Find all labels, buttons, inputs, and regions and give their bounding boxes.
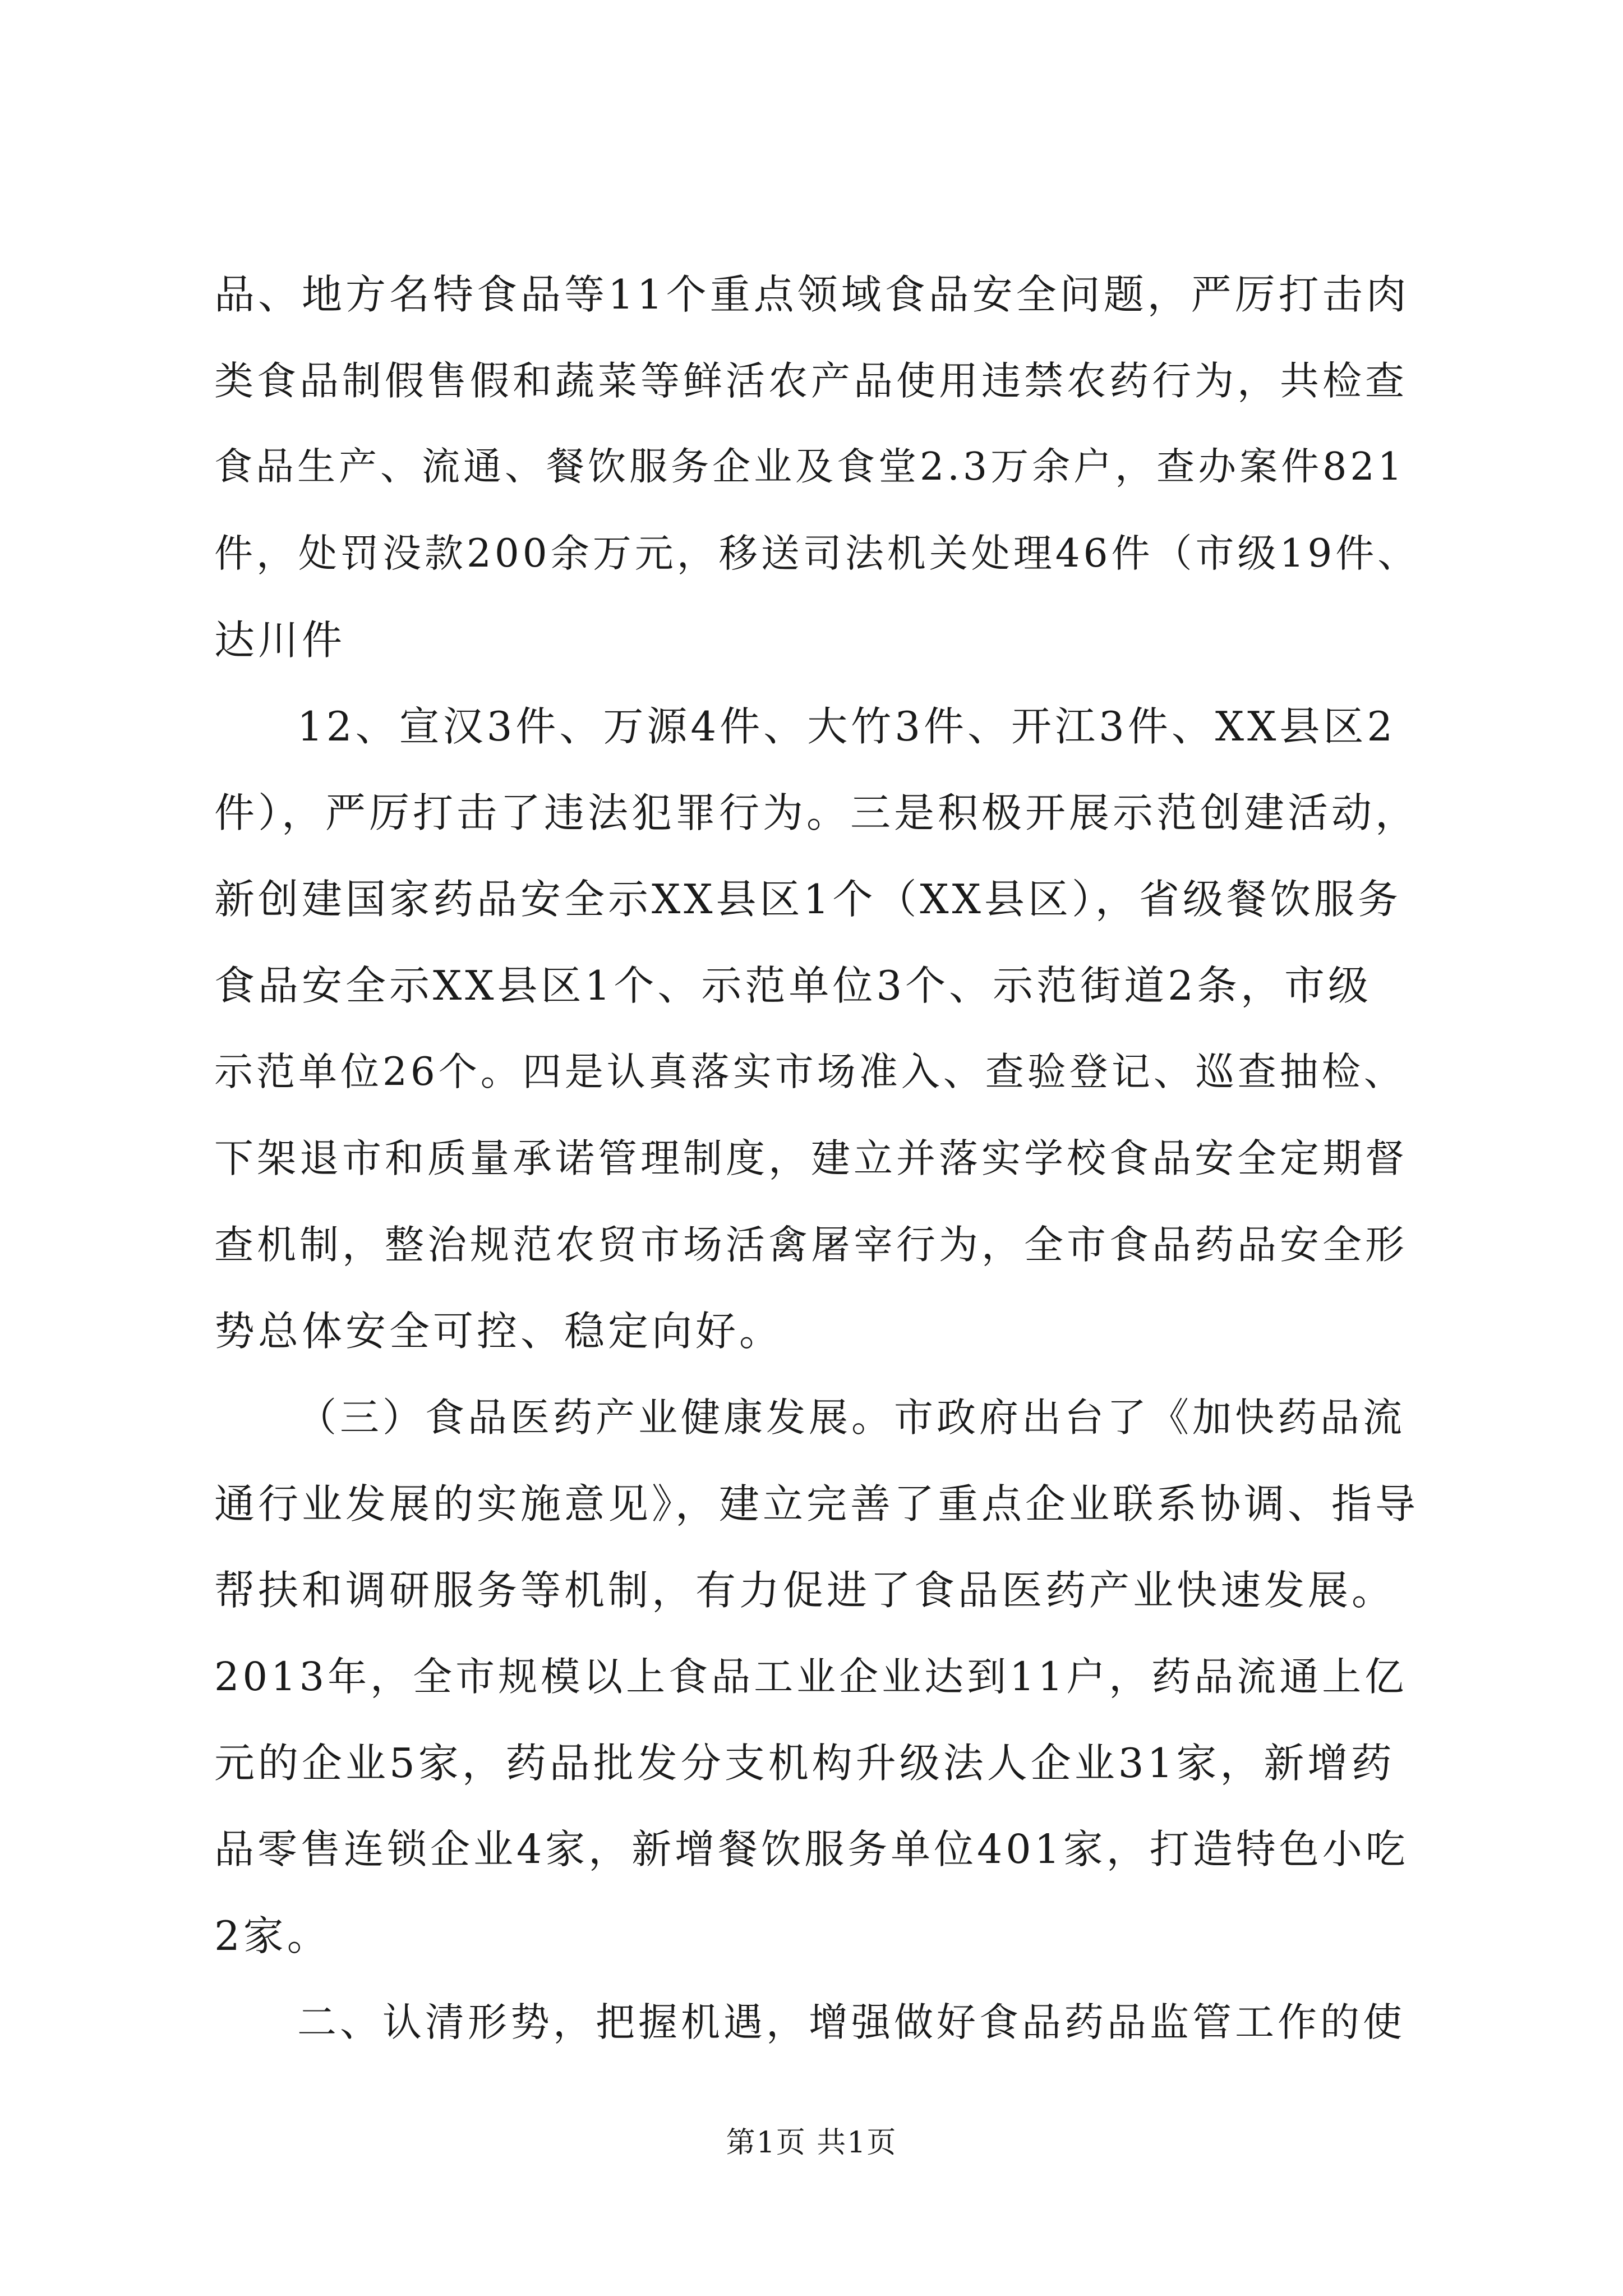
body-text-line: 元的企业5家，药品批发分支机构升级法人企业31家，新增药: [214, 1740, 1395, 1787]
body-text-line: 2013年，全市规模以上食品工业企业达到11户，药品流通上亿: [214, 1654, 1408, 1700]
body-text-line: 势总体安全可控、稳定向好。: [214, 1308, 783, 1355]
paragraph-start-line: 12、宣汉3件、万源4件、大竹3件、开江3件、XX县区2: [297, 703, 1396, 750]
body-text-line: 下架退市和质量承诺管理制度，建立并落实学校食品安全定期督: [214, 1135, 1408, 1181]
body-text-line: 类食品制假售假和蔬菜等鲜活农产品使用违禁农药行为，共检查: [214, 358, 1408, 404]
body-text-line: 查机制，整治规范农贸市场活禽屠宰行为，全市食品药品安全形: [214, 1222, 1408, 1268]
body-text-line: 品、地方名特食品等11个重点领域食品安全问题，严厉打击肉: [214, 271, 1410, 318]
section-heading-line: （三）食品医药产业健康发展。市政府出台了《加快药品流: [297, 1395, 1405, 1441]
body-text-line: 件，处罚没款200余万元，移送司法机关处理46件（市级19件、: [214, 531, 1420, 576]
body-text-line: 品零售连锁企业4家，新增餐饮服务单位401家，打造特色小吃: [214, 1826, 1409, 1872]
section-heading-line: 二、认清形势，把握机遇，增强做好食品药品监管工作的使: [297, 1999, 1405, 2045]
body-text-line: 达川件: [214, 616, 346, 664]
body-text-line: 帮扶和调研服务等机制，有力促进了食品医药产业快速发展。: [214, 1567, 1396, 1614]
body-text-line: 件），严厉打击了违法犯罪行为。三是积极开展示范创建活动，: [214, 789, 1419, 836]
body-text-line: 新创建国家药品安全示XX县区1个（XX县区），省级餐饮服务: [214, 876, 1401, 923]
body-text-line: 食品生产、流通、餐饮服务企业及食堂2.3万余户，查办案件821: [214, 445, 1405, 489]
page-number-footer: 第1页 共1页: [726, 2126, 897, 2160]
body-text-line: 2家。: [214, 1912, 331, 1959]
body-text-line: 示范单位26个。四是认真落实市场准入、查验登记、巡查抽检、: [214, 1050, 1406, 1094]
body-text-line: 食品安全示XX县区1个、示范单位3个、示范街道2条，市级: [214, 962, 1372, 1009]
body-text-line: 通行业发展的实施意见》，建立完善了重点企业联系协调、指导: [214, 1480, 1419, 1527]
